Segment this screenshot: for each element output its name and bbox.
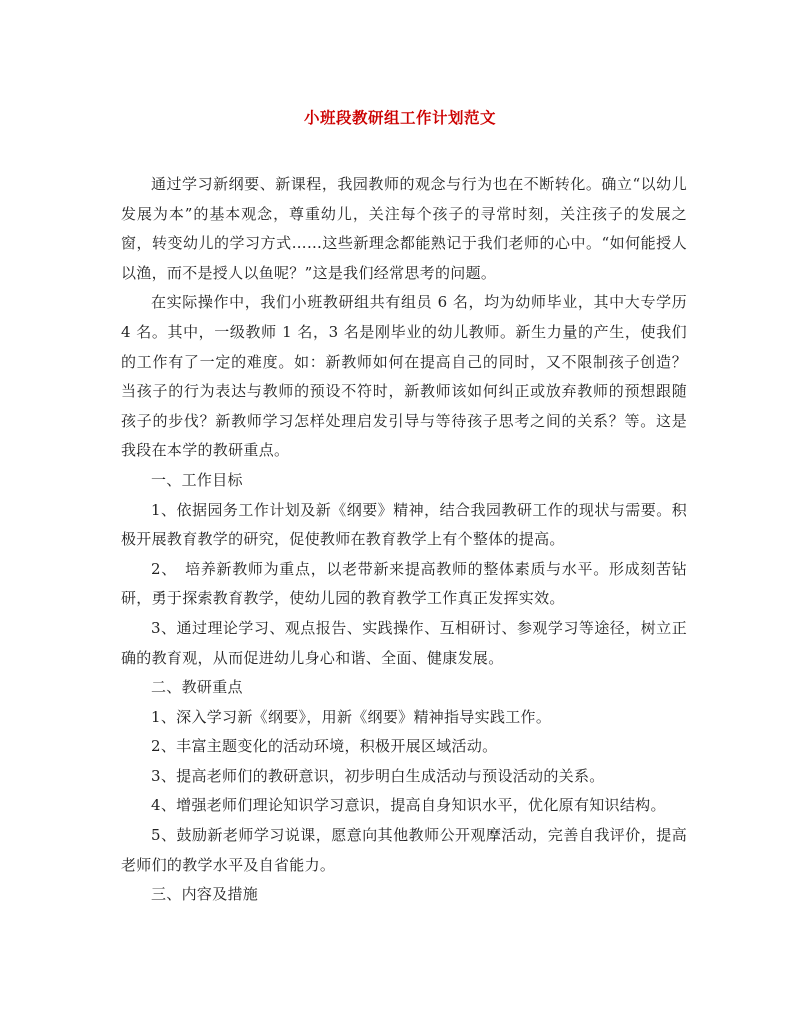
intro-paragraph: 通过学习新纲要、新课程，我园教师的观念与行为也在不断转化。确立“以幼儿发展为本”的基本观念，尊重幼儿，关注每个孩子的寻常时刻，关注孩子的发展之窗，转变幼儿的学习方式……这些新理念都能熟记于我们老师的心中。“如何能授人以渔，而不是授人以鱼呢？”这是我们经常思考的问题。 <box>121 175 687 282</box>
document-body <box>121 170 687 910</box>
goal-item: 2、 培养新教师为重点，以老带新来提高教师的整体素质与水平。形成刻苦钻研，勇于探索教育教学，使幼儿园的教育教学工作真正发挥实效。 <box>121 559 687 608</box>
section-heading-goals: 一、工作目标 <box>151 470 243 489</box>
section-heading-focus: 二、教研重点 <box>151 678 243 697</box>
focus-item: 1、深入学习新《纲要》，用新《纲要》精神指导实践工作。 <box>151 707 552 726</box>
focus-item: 2、丰富主题变化的活动环境，积极开展区域活动。 <box>151 737 498 756</box>
goal-item: 1、依据园务工作计划及新《纲要》精神，结合我园教研工作的现状与需要。积极开展教育教学的研究，促使教师在教育教学上有个整体的提高。 <box>121 500 687 549</box>
goal-item: 3、通过理论学习、观点报告、实践操作、互相研讨、参观学习等途径，树立正确的教育观，从而促进幼儿身心和谐、全面、健康发展。 <box>121 618 687 667</box>
focus-item: 4、增强老师们理论知识学习意识，提高自身知识水平，优化原有知识结构。 <box>151 796 666 815</box>
context-paragraph: 在实际操作中，我们小班教研组共有组员 6 名，均为幼师毕业，其中大专学历 4 名。其中，一级教师 1 名，3 名是刚毕业的幼儿教师。新生力量的产生，使我们的工作有了一定的难度。如：新教师如何在提高自己的同时，又不限制孩子创造？当孩子的行为表达与教师的预设不符时，新教师该如何纠正或放弃教师的预想跟随孩子的步伐？新教师学习怎样处理启发引导与等待孩子思考之间的关系？等。这是我段在本学的教研重点。 <box>121 293 687 460</box>
section-heading-measures: 三、内容及措施 <box>151 885 259 904</box>
document-title: 小班段教研组工作计划范文 <box>303 108 496 127</box>
focus-item: 5、鼓励新老师学习说课，愿意向其他教师公开观摩活动，完善自我评价，提高老师们的教学水平及自省能力。 <box>121 826 687 874</box>
focus-item: 3、提高老师们的教研意识，初步明白生成活动与预设活动的关系。 <box>151 766 605 785</box>
